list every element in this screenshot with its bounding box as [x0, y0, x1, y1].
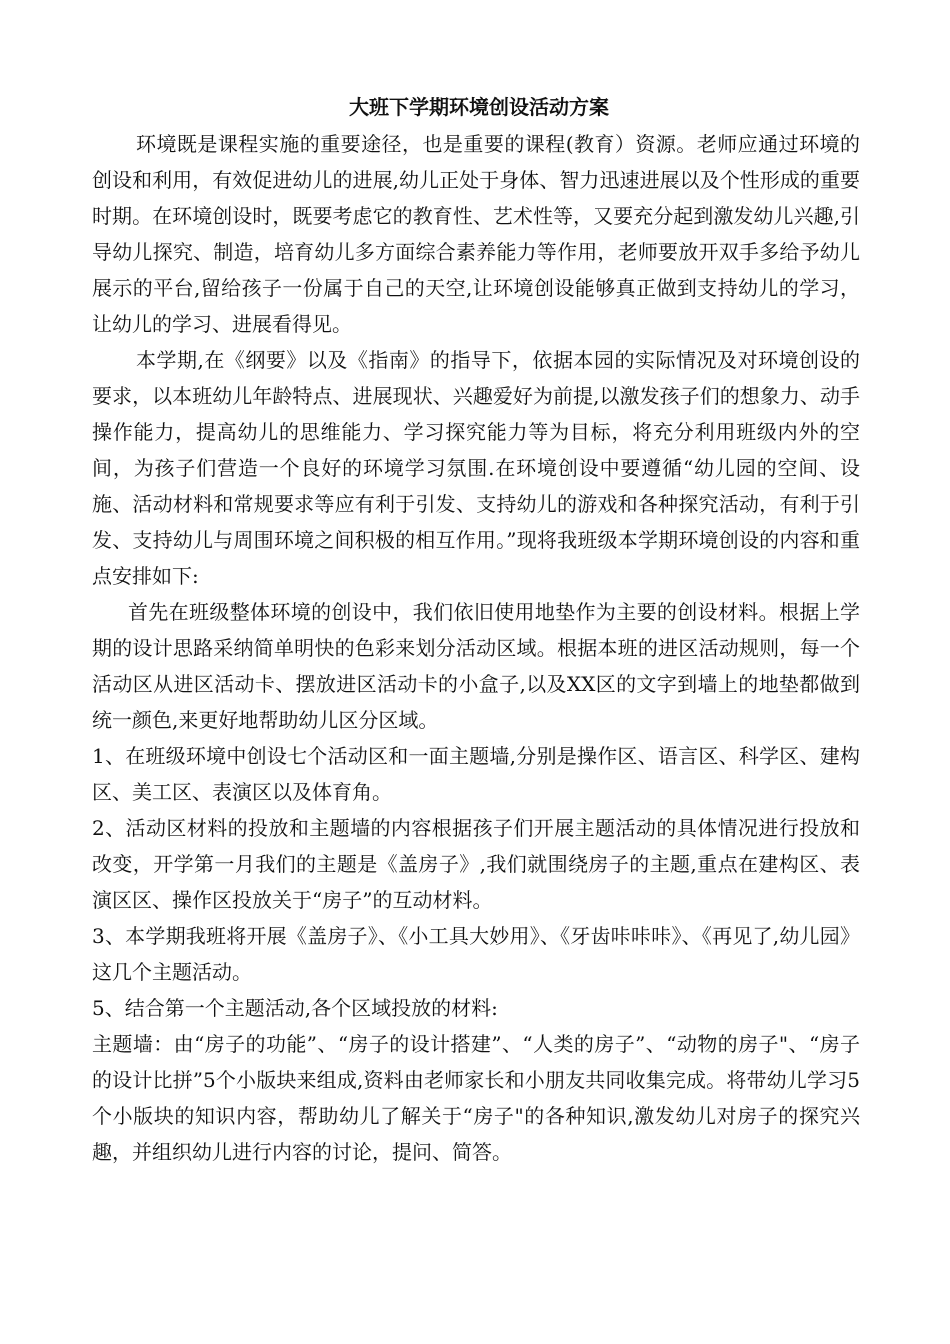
- document-title: 大班下学期环境创设活动方案: [349, 95, 609, 119]
- document-page: [92, 88, 860, 1170]
- item-5-paragraph: 5、结合第一个主题活动,各个区域投放的材料:: [92, 996, 498, 1020]
- overall-environment-paragraph: 首先在班级整体环境的创设中，我们依旧使用地垫作为主要的创设材料。根据上学期的设计思路采纳简单明快的色彩来划分活动区域。根据本班的进区活动规则，每一个活动区从进区活动卡、摆放进区活动卡的小盒子,以及XX区的文字到墙上的地垫都做到统一颜色,来更好地帮助幼儿区分区域。: [92, 600, 860, 732]
- item-1-paragraph: 1、在班级环境中创设七个活动区和一面主题墙,分别是操作区、语言区、科学区、建构区、美工区、表演区以及体育角。: [92, 744, 860, 804]
- item-2-paragraph: 2、活动区材料的投放和主题墙的内容根据孩子们开展主题活动的具体情况进行投放和改变，开学第一月我们的主题是《盖房子》,我们就围绕房子的主题,重点在建构区、表演区区、操作区投放关于“房子”的互动材料。: [92, 816, 860, 912]
- intro-paragraph: 环境既是课程实施的重要途径，也是重要的课程(教育）资源。老师应通过环境的创设和利用，有效促进幼儿的进展,幼儿正处于身体、智力迅速进展以及个性形成的重要时期。在环境创设时，既要考虑它的教育性、艺术性等，又要充分起到激发幼儿兴趣,引导幼儿探究、制造，培育幼儿多方面综合素养能力等作用，老师要放开双手多给予幼儿展示的平台,留给孩子一份属于自己的天空,让环境创设能够真正做到支持幼儿的学习，让幼儿的学习、进展看得见。: [92, 132, 860, 336]
- theme-wall-paragraph: 主题墙：由“房子的功能”、“房子的设计搭建”、“人类的房子”、“动物的房子"、“房子的设计比拼”5个小版块来组成,资料由老师家长和小朋友共同收集完成。将带幼儿学习5个小版块的知识内容，帮助幼儿了解关于“房子"的各种知识,激发幼儿对房子的探究兴趣，并组织幼儿进行内容的讨论，提问、简答。: [92, 1032, 860, 1164]
- semester-paragraph: 本学期,在《纲要》以及《指南》的指导下，依据本园的实际情况及对环境创设的要求，以本班幼儿年龄特点、进展现状、兴趣爱好为前提,以激发孩子们的想象力、动手操作能力，提高幼儿的思维能力、学习探究能力等为目标，将充分利用班级内外的空间，为孩子们营造一个良好的环境学习氛围.在环境创设中要遵循“幼儿园的空间、设施、活动材料和常规要求等应有利于引发、支持幼儿的游戏和各种探究活动，有利于引发、支持幼儿与周围环境之间积极的相互作用。”现将我班级本学期环境创设的内容和重点安排如下:: [92, 348, 860, 588]
- item-3-paragraph: 3、本学期我班将开展《盖房子》、《小工具大妙用》、《牙齿咔咔咔》、《再见了,幼儿园》这几个主题活动。: [92, 924, 860, 984]
